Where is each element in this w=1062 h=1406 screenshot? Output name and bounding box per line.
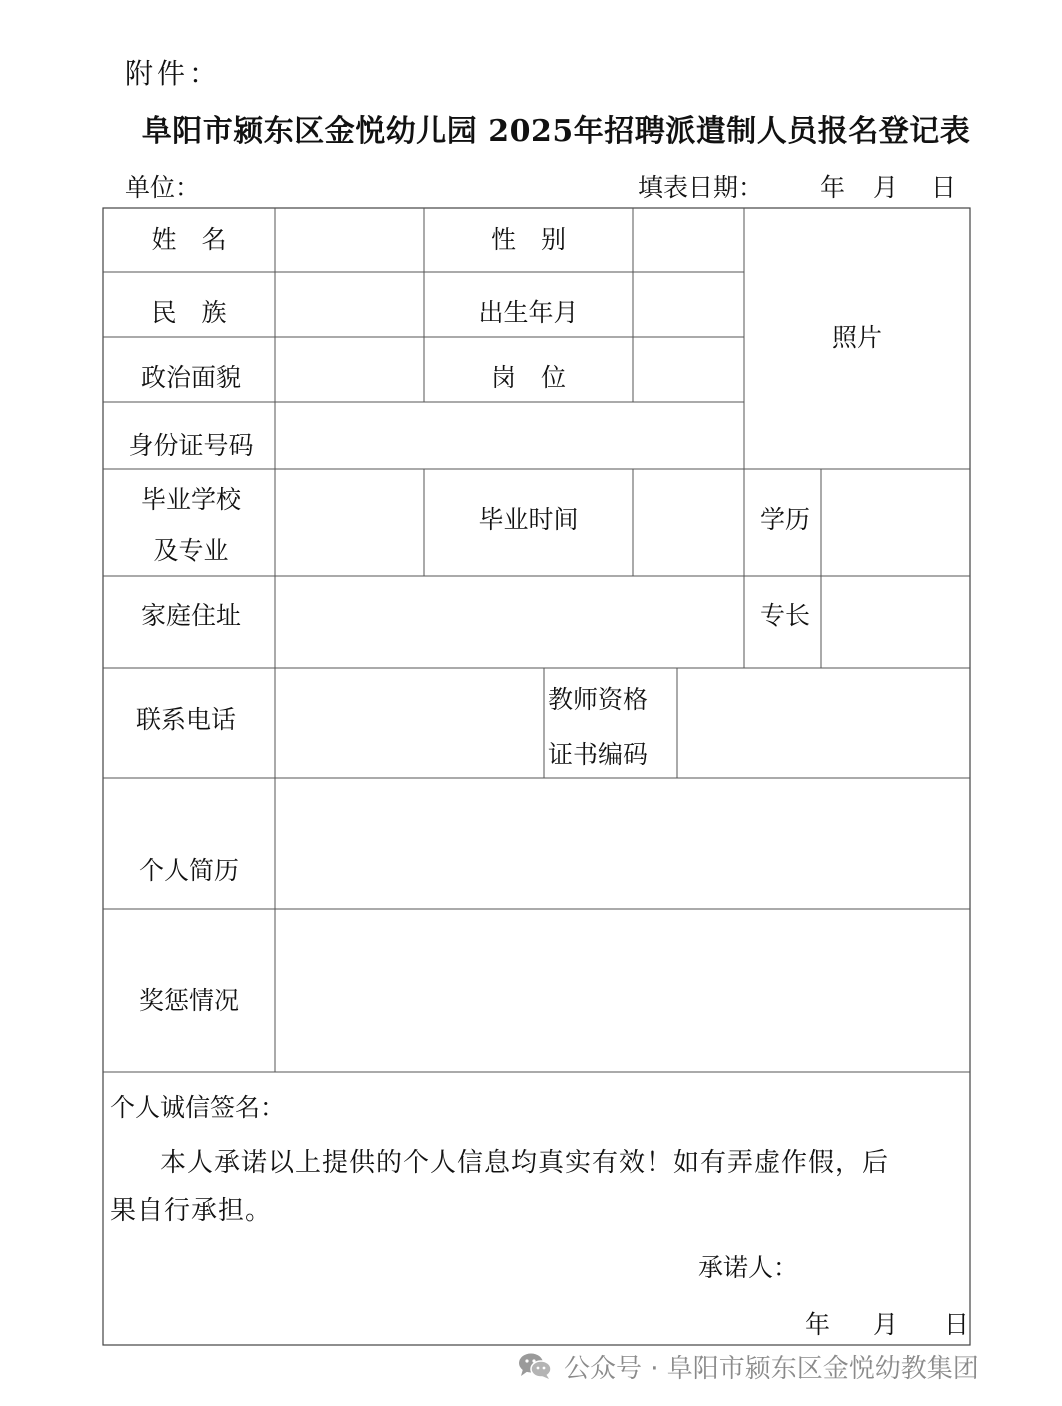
label-political: 政治面貌 (140, 363, 241, 392)
label-address: 家庭住址 (140, 601, 241, 630)
watermark (518, 1346, 979, 1386)
label-school-line1: 毕业学校 (140, 485, 241, 514)
watermark-text: 公众号 · 阜阳市颍东区金悦幼教集团 (564, 1353, 979, 1384)
label-cert-line2: 证书编码 (548, 740, 649, 769)
label-name: 姓 名 (151, 225, 227, 254)
label-specialty: 专长 (759, 601, 810, 630)
pledge-body-line2: 果自行承担。 (110, 1196, 273, 1226)
label-birth: 出生年月 (478, 298, 579, 327)
promisor-label: 承诺人： (698, 1253, 799, 1282)
pledge-body-line1: 本人承诺以上提供的个人信息均真实有效！如有弄虚作假，后 (160, 1148, 890, 1178)
sign-date-month: 月 (873, 1310, 899, 1339)
label-education: 学历 (759, 505, 810, 534)
annex-label: 附件： (125, 57, 222, 90)
label-school-line2: 及专业 (153, 536, 229, 565)
wechat-icon (518, 1352, 552, 1380)
label-ethnicity: 民 族 (151, 298, 227, 327)
fill-date-month: 月 (873, 173, 899, 202)
label-id-number: 身份证号码 (128, 431, 254, 460)
label-resume: 个人简历 (138, 856, 239, 885)
pledge-heading: 个人诚信签名： (110, 1093, 286, 1122)
label-position: 岗 位 (490, 363, 566, 392)
label-awards: 奖惩情况 (138, 986, 239, 1015)
label-grad-time: 毕业时间 (478, 505, 579, 534)
unit-label: 单位： (125, 173, 201, 202)
label-phone: 联系电话 (135, 705, 236, 734)
label-gender: 性 别 (490, 225, 566, 254)
form-title: 阜阳市颍东区金悦幼儿园 2025年招聘派遣制人员报名登记表 (141, 114, 971, 149)
sign-date-year: 年 (805, 1310, 831, 1339)
label-photo: 照片 (831, 323, 882, 352)
fill-date-label: 填表日期： (638, 173, 764, 202)
fill-date-year: 年 (820, 173, 846, 202)
fill-date-day: 日 (931, 173, 957, 202)
sign-date-day: 日 (944, 1310, 970, 1339)
label-cert-line1: 教师资格 (548, 685, 649, 714)
